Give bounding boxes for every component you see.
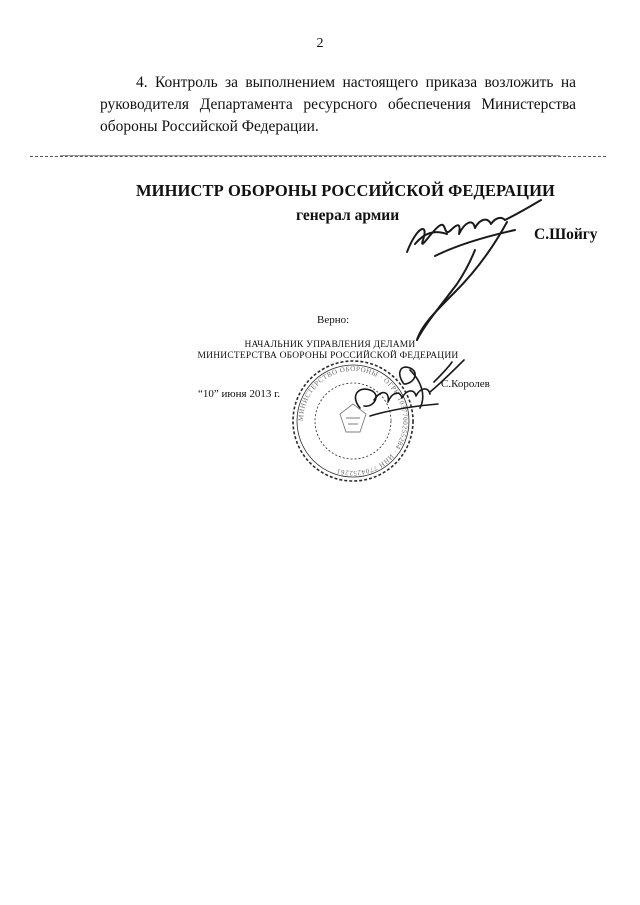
minister-name: С.Шойгу [534, 226, 598, 243]
page-divider [30, 156, 606, 157]
certifier-name: С.Королев [441, 378, 490, 390]
seal-text: МИНИСТЕРСТВО ОБОРОНЫ · ОГРН 1037700255284 · ИНН 7704252261 [296, 364, 410, 478]
minister-rank: генерал армии [296, 207, 400, 224]
minister-signature [395, 196, 555, 346]
order-paragraph-4: 4. Контроль за выполнением настоящего приказа возложить на руководителя Департамента ресурсного обеспечения Министерства обороны Российской Федерации. [100, 74, 576, 135]
certification-date: “10” июня 2013 г. [198, 388, 281, 400]
certifier-signature [330, 352, 470, 432]
page-divider-solid [60, 155, 560, 156]
minister-title: МИНИСТР ОБОРОНЫ РОССИЙСКОЙ ФЕДЕРАЦИИ [136, 181, 555, 200]
official-seal [288, 356, 418, 486]
certifier-position-line1: НАЧАЛЬНИК УПРАВЛЕНИЯ ДЕЛАМИ [244, 340, 416, 350]
page-number: 2 [316, 36, 324, 51]
certifier-position-line2: МИНИСТЕРСТВА ОБОРОНЫ РОССИЙСКОЙ ФЕДЕРАЦИИ [197, 351, 459, 361]
svg-text:МИНИСТЕРСТВО ОБОРОНЫ · ОГРН 10 [297, 365, 409, 477]
verified-label: Верно: [317, 314, 350, 326]
